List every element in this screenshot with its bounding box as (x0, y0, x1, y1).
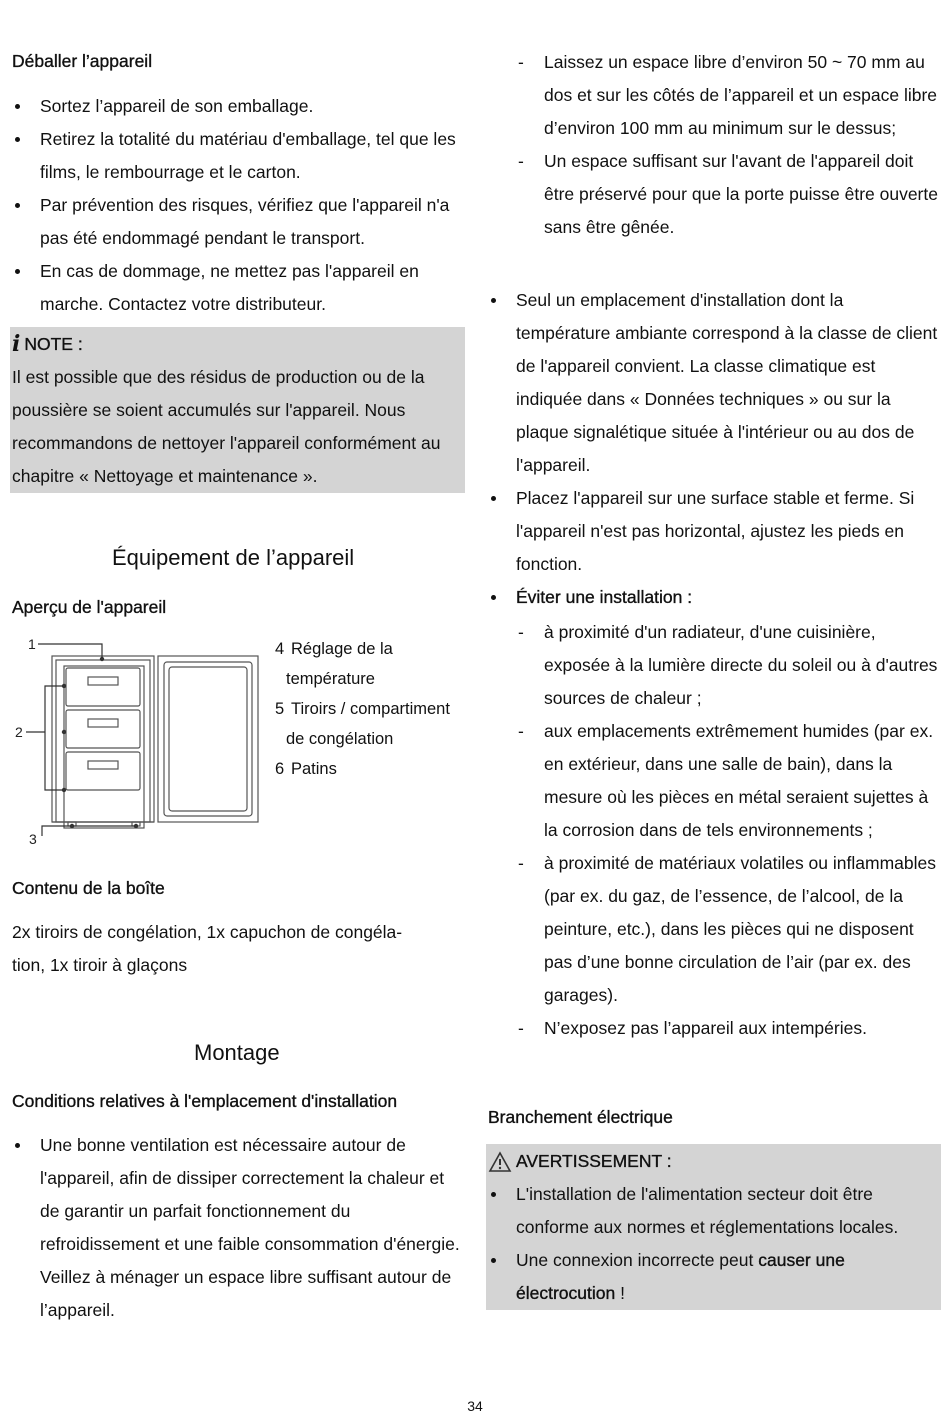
list-item: Une bonne ventilation est nécessaire autour de l'appareil, afin de dissiper correctement la chaleur et de garantir un parfait fonctionnement du refroidissement et une faible consommation d'énergie. Veillez à ménager un espace libre suffisant autour de l’appareil. (12, 1129, 464, 1327)
box-contents-text (12, 916, 464, 982)
list-item: Retirez la totalité du matériau d'emballage, tel que les films, le rembourrage et le carton. (12, 123, 464, 189)
diagram-legend (275, 634, 450, 784)
legend-number: 5 (275, 700, 285, 718)
info-icon: i (12, 331, 21, 357)
appliance-diagram (12, 630, 262, 850)
list-item: Sortez l’appareil de son emballage. (12, 90, 464, 123)
list-item: En cas de dommage, ne mettez pas l'appareil en marche. Contactez votre distributeur. (12, 255, 464, 321)
equipment-title: Équipement de l’appareil (112, 545, 355, 570)
legend-label-cont: de congélation (286, 730, 394, 748)
space-list (516, 46, 943, 244)
unpack-heading: Déballer l’appareil (12, 51, 153, 71)
legend-label-cont: température (286, 670, 375, 688)
list-item: - à proximité de matériaux volatiles ou inflammables (par ex. du gaz, de l’essence, de l’alcool, de la peinture, etc.), dans les pièces qui ne disposent pas d’une bonne circulation de l’air (par ex. des garages). (516, 847, 943, 1012)
electrocution-warning: causer une électrocution (516, 1250, 845, 1303)
legend-label: Tiroirs / compartiment (291, 700, 450, 718)
overview-heading: Aperçu de l'appareil (12, 597, 167, 617)
list-item: - Laissez un espace libre d’environ 50 ~ 70 mm au dos et sur les côtés de l’appareil et un espace libre d’environ 100 mm au minimum sur le dessus; (516, 46, 943, 145)
warning-title: AVERTISSEMENT : (516, 1151, 672, 1171)
callout-3: 3 (29, 831, 37, 847)
legend-label: Patins (291, 760, 337, 778)
page-number: 34 (467, 1398, 483, 1414)
list-item: - N’exposez pas l’appareil aux intempéries. (516, 1012, 943, 1045)
list-item: Seul un emplacement d'installation dont la température ambiante correspond à la classe de client de l'appareil convient. La classe climatique est indiquée dans « Données techniques » ou sur la plaque signalétique située à l'intérieur ou au dos de l'appareil. (488, 284, 940, 482)
note-text: Il est possible que des résidus de production ou de la poussière se soient accumulés sur l'appareil. Nous recommandons de nettoyer l'appareil conformément au chapitre « Nettoyage et maintenance ». (12, 367, 441, 486)
list-item: - aux emplacements extrêmement humides (par ex. en extérieur, dans une salle de bain), dans la mesure où les pièces en métal seraient sujettes à la corrosion dans de tels environnements ; (516, 715, 943, 847)
box-contents-line: 2x tiroirs de congélation, 1x capuchon de congéla- (12, 922, 403, 942)
conditions-heading: Conditions relatives à l'emplacement d'installation (12, 1091, 398, 1111)
avoid-label: Éviter une installation : (516, 587, 693, 607)
conditions-list (12, 1129, 464, 1327)
legend-number: 4 (275, 640, 285, 658)
legend-label: Réglage de la (291, 640, 393, 658)
note-box (10, 327, 465, 493)
placement-list (488, 284, 940, 614)
list-item (488, 581, 940, 614)
note-title: NOTE : (24, 334, 83, 354)
box-contents-heading: Contenu de la boîte (12, 878, 165, 898)
unpack-list (12, 90, 464, 321)
list-item: Placez l'appareil sur une surface stable et ferme. Si l'appareil n'est pas horizontal, ajustez les pieds en fonction. (488, 482, 940, 581)
list-item: Par prévention des risques, vérifiez que l'appareil n'a pas été endommagé pendant le transport. (12, 189, 464, 255)
warning-box (486, 1144, 941, 1310)
callout-2: 2 (15, 724, 23, 740)
avoid-list (516, 616, 943, 1045)
legend-number: 6 (275, 760, 285, 778)
montage-title: Montage (194, 1040, 280, 1065)
electrical-heading: Branchement électrique (488, 1107, 673, 1127)
list-item: - Un espace suffisant sur l'avant de l'appareil doit être préservé pour que la porte puisse être ouverte sans être gênée. (516, 145, 943, 244)
warning-icon (488, 1151, 512, 1173)
callout-1: 1 (28, 636, 36, 652)
warning-list (488, 1178, 937, 1310)
list-item: - à proximité d'un radiateur, d'une cuisinière, exposée à la lumière directe du soleil ou à d'autres sources de chaleur ; (516, 616, 943, 715)
box-contents-line: tion, 1x tiroir à glaçons (12, 955, 188, 975)
list-item: L'installation de l'alimentation secteur doit être conforme aux normes et réglementations locales. (488, 1178, 937, 1244)
list-item: Une connexion incorrecte peut causer une électrocution ! (488, 1244, 937, 1310)
